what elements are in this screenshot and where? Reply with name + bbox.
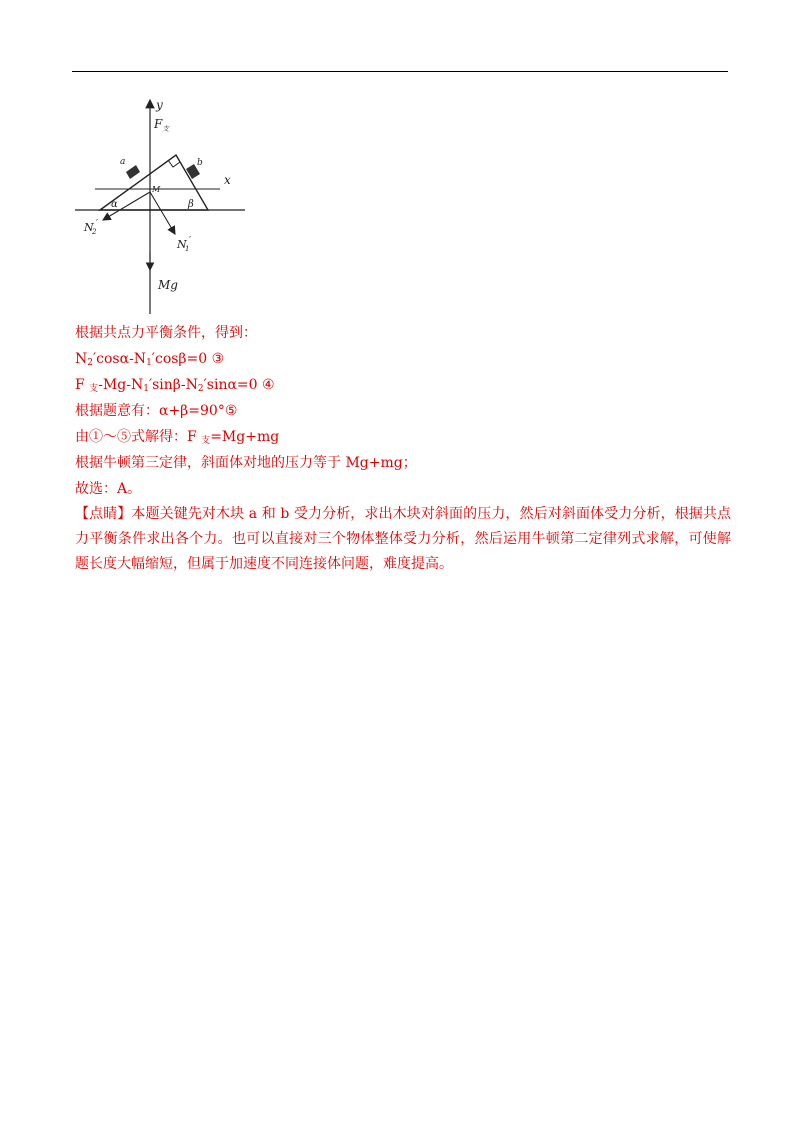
- label-f-sub: 支: [162, 125, 169, 133]
- line-equation-3: $N_2'\cos\alpha-N_1'\cos\beta=0$ ③: [75, 351, 225, 368]
- label-beta: β: [188, 199, 194, 210]
- right-angle-mark: [168, 160, 180, 167]
- label-n2: N: [84, 221, 94, 234]
- label-y: y: [156, 98, 163, 112]
- force-diagram-svg: [70, 92, 250, 317]
- n1-arrow: [150, 192, 175, 234]
- line-solution: 由①～⑤式解得：F $_支$=Mg+mg: [75, 429, 280, 446]
- solution-text: [75, 320, 731, 577]
- line-newton-third: 根据牛顿第三定律，斜面体对地的压力等于 Mg+mg；: [75, 455, 417, 471]
- label-mg: Mg: [158, 278, 178, 292]
- label-n1-prime: ′: [189, 236, 192, 246]
- block-a: [126, 165, 140, 179]
- label-alpha: α: [111, 199, 118, 210]
- line-equation-4: F $_支-Mg-N_1'\sin\beta-N_2'\sin\alpha=0$ ④: [75, 377, 275, 394]
- label-n2-prime: ′: [96, 219, 99, 229]
- force-diagram: [70, 92, 250, 317]
- label-n2-sub: 2: [92, 228, 97, 236]
- label-a: a: [120, 157, 126, 167]
- line-equation-5: 根据题意有：α+β=90°⑤: [75, 403, 238, 419]
- line-answer: 故选：A。: [75, 481, 142, 497]
- label-x: x: [224, 173, 231, 187]
- label-m: M: [152, 185, 161, 194]
- line-equilibrium: 根据共点力平衡条件，得到：: [75, 325, 257, 341]
- label-b: b: [197, 158, 203, 168]
- header-rule: [72, 71, 728, 72]
- comment-paragraph: 【点睛】本题关键先对木块 a 和 b 受力分析，求出木块对斜面的压力，然后对斜面体受力分析，根据共点力平衡条件求出各个力。也可以直接对三个物体整体受力分析，然后运用牛顿第二定律列式求解，可使解题长度大幅缩短，但属于加速度不同连接体问题，难度提高。: [75, 506, 731, 572]
- label-f: F: [154, 117, 163, 131]
- label-n1: N: [177, 238, 187, 251]
- label-n1-sub: 1: [185, 245, 190, 253]
